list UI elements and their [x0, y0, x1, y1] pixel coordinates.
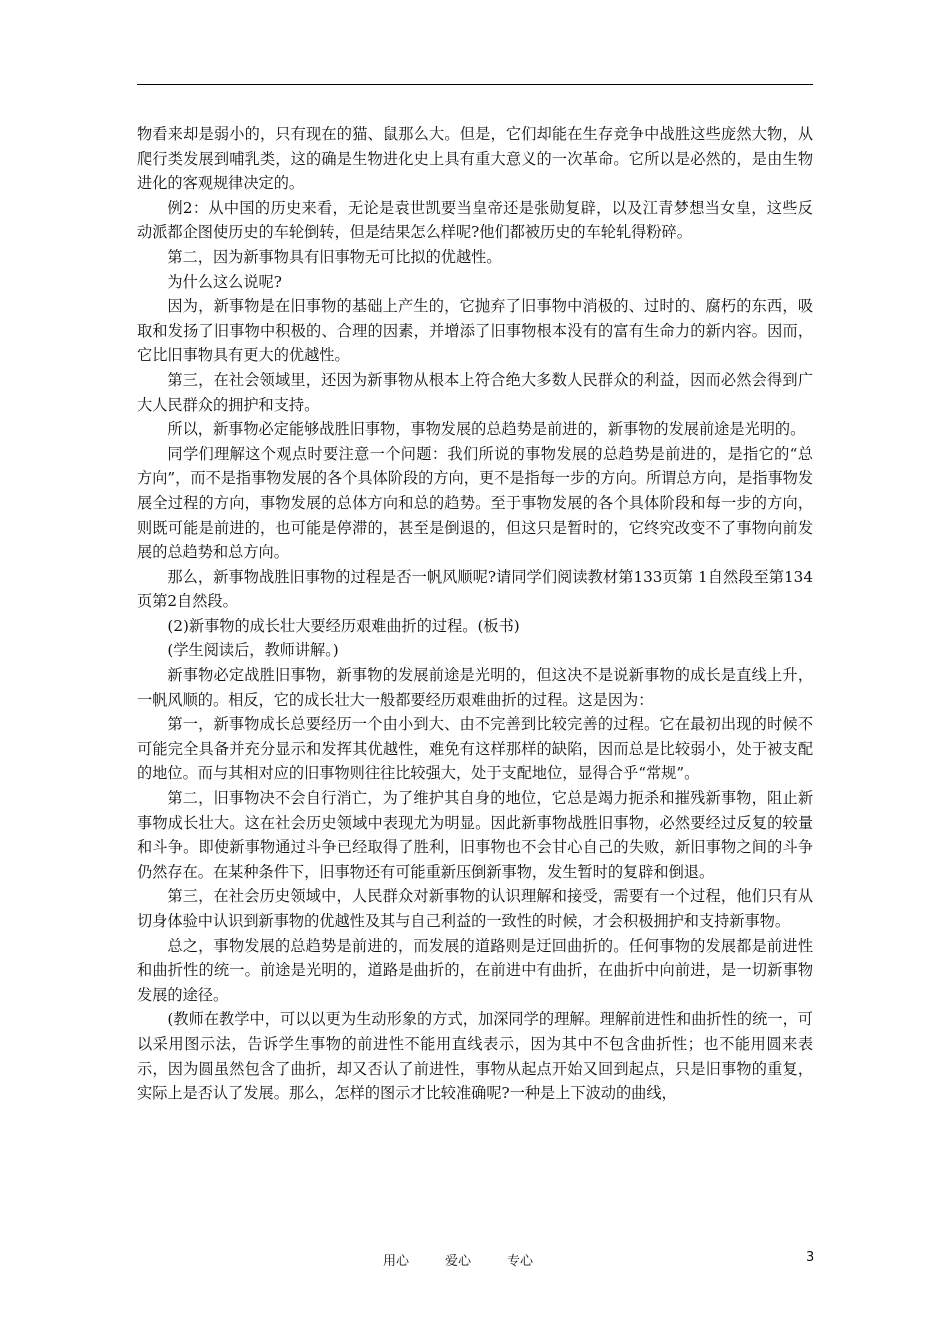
footer-motto — [383, 1250, 569, 1269]
paragraph: 物看来却是弱小的，只有现在的猫、鼠那么大。但是，它们却能在生存竞争中战胜这些庞然大物，从爬行类发展到哺乳类，这的确是生物进化史上具有重大意义的一次革命。它所以是必然的，是由生物进化的客观规律决定的。 — [137, 125, 813, 193]
document-body — [137, 122, 813, 1106]
paragraph: 同学们理解这个观点时要注意一个问题：我们所说的事物发展的总趋势是前进的，是指它的“总方向”，而不是指事物发展的各个具体阶段的方向，更不是指每一步的方向。所谓总方向，是指事物发展全过程的方向，事物发展的总体方向和总的趋势。至于事物发展的各个具体阶段和每一步的方向，则既可能是前进的，也可能是停滞的，甚至是倒退的，但这只是暂时的，它终究改变不了事物向前发展的总趋势和总方向。 — [137, 444, 814, 562]
paragraph: (学生阅读后，教师讲解。) — [167, 641, 339, 660]
footer-motto-word: 用心 — [383, 1254, 410, 1269]
paragraph: 因为，新事物是在旧事物的基础上产生的，它抛弃了旧事物中消极的、过时的、腐朽的东西，吸取和发扬了旧事物中积极的、合理的因素，并增添了旧事物根本没有的富有生命力的新内容。因而，它比旧事物具有更大的优越性。 — [137, 297, 813, 365]
paragraph: 例2：从中国的历史来看，无论是袁世凯要当皇帝还是张勋复辟，以及江青梦想当女皇，这些反动派都企图使历史的车轮倒转，但是结果怎么样呢?他们都被历史的车轮轧得粉碎。 — [137, 198, 813, 242]
paragraph: 第二，旧事物决不会自行消亡，为了维护其自身的地位，它总是竭力扼杀和摧残新事物，阻止新事物成长壮大。这在社会历史领域中表现尤为明显。因此新事物战胜旧事物，必然要经过反复的较量和斗争。即使新事物通过斗争已经取得了胜利，旧事物也不会甘心自己的失败，新旧事物之间的斗争仍然存在。在某种条件下，旧事物还有可能重新压倒新事物，发生暂时的复辟和倒退。 — [137, 789, 813, 881]
paragraph: 总之，事物发展的总趋势是前进的，而发展的道路则是迂回曲折的。任何事物的发展都是前进性和曲折性的统一。前途是光明的，道路是曲折的，在前进中有曲折，在曲折中向前进，是一切新事物发展的途径。 — [137, 936, 813, 1004]
footer-motto-word: 爱心 — [445, 1254, 472, 1269]
paragraph: 那么，新事物战胜旧事物的过程是否一帆风顺呢?请同学们阅读教材第133页第 1自然段至第134页第2自然段。 — [137, 567, 814, 611]
paragraph: 新事物必定战胜旧事物，新事物的发展前途是光明的，但这决不是说新事物的成长是直线上升，一帆风顺的。相反，它的成长壮大一般都要经历艰难曲折的过程。这是因为： — [137, 666, 813, 709]
paragraph: 所以，新事物必定能够战胜旧事物，事物发展的总趋势是前进的，新事物的发展前途是光明的。 — [167, 420, 806, 439]
paragraph: 第二，因为新事物具有旧事物无可比拟的优越性。 — [167, 247, 502, 266]
paragraph: (教师在教学中，可以以更为生动形象的方式，加深同学的理解。理解前进性和曲折性的统一，可以采用图示法，告诉学生事物的前进性不能用直线表示，因为其中不包含曲折性；也不能用圆来表示，因为圆虽然包含了曲折，却又否认了前进性，事物从起点开始又回到起点，只是旧事物的重复，实际上是否认了发展。那么，怎样的图示才比较准确呢?一种是上下波动的曲线， — [137, 1010, 813, 1103]
header-rule — [137, 84, 813, 85]
paragraph: 第三，在社会历史领域中，人民群众对新事物的认识理解和接受，需要有一个过程，他们只有从切身体验中认识到新事物的优越性及其与自己利益的一致性的时候，才会积极拥护和支持新事物。 — [137, 887, 813, 930]
paragraph: 为什么这么说呢? — [167, 272, 282, 291]
footer-motto-word: 专心 — [507, 1254, 534, 1269]
paragraph: 第三，在社会领域里，还因为新事物从根本上符合绝大多数人民群众的利益，因而必然会得到广大人民群众的拥护和支持。 — [137, 370, 813, 414]
paragraph: 第一，新事物成长总要经历一个由小到大、由不完善到比较完善的过程。它在最初出现的时候不可能完全具备并充分显示和发挥其优越性，难免有这样那样的缺陷，因而总是比较弱小，处于被支配的地位。而与其相对应的旧事物则往往比较强大，处于支配地位，显得合乎“常规”。 — [137, 715, 813, 783]
paragraph: (2)新事物的成长壮大要经历艰难曲折的过程。(板书) — [167, 616, 520, 635]
page-number: 3 — [806, 1250, 815, 1265]
